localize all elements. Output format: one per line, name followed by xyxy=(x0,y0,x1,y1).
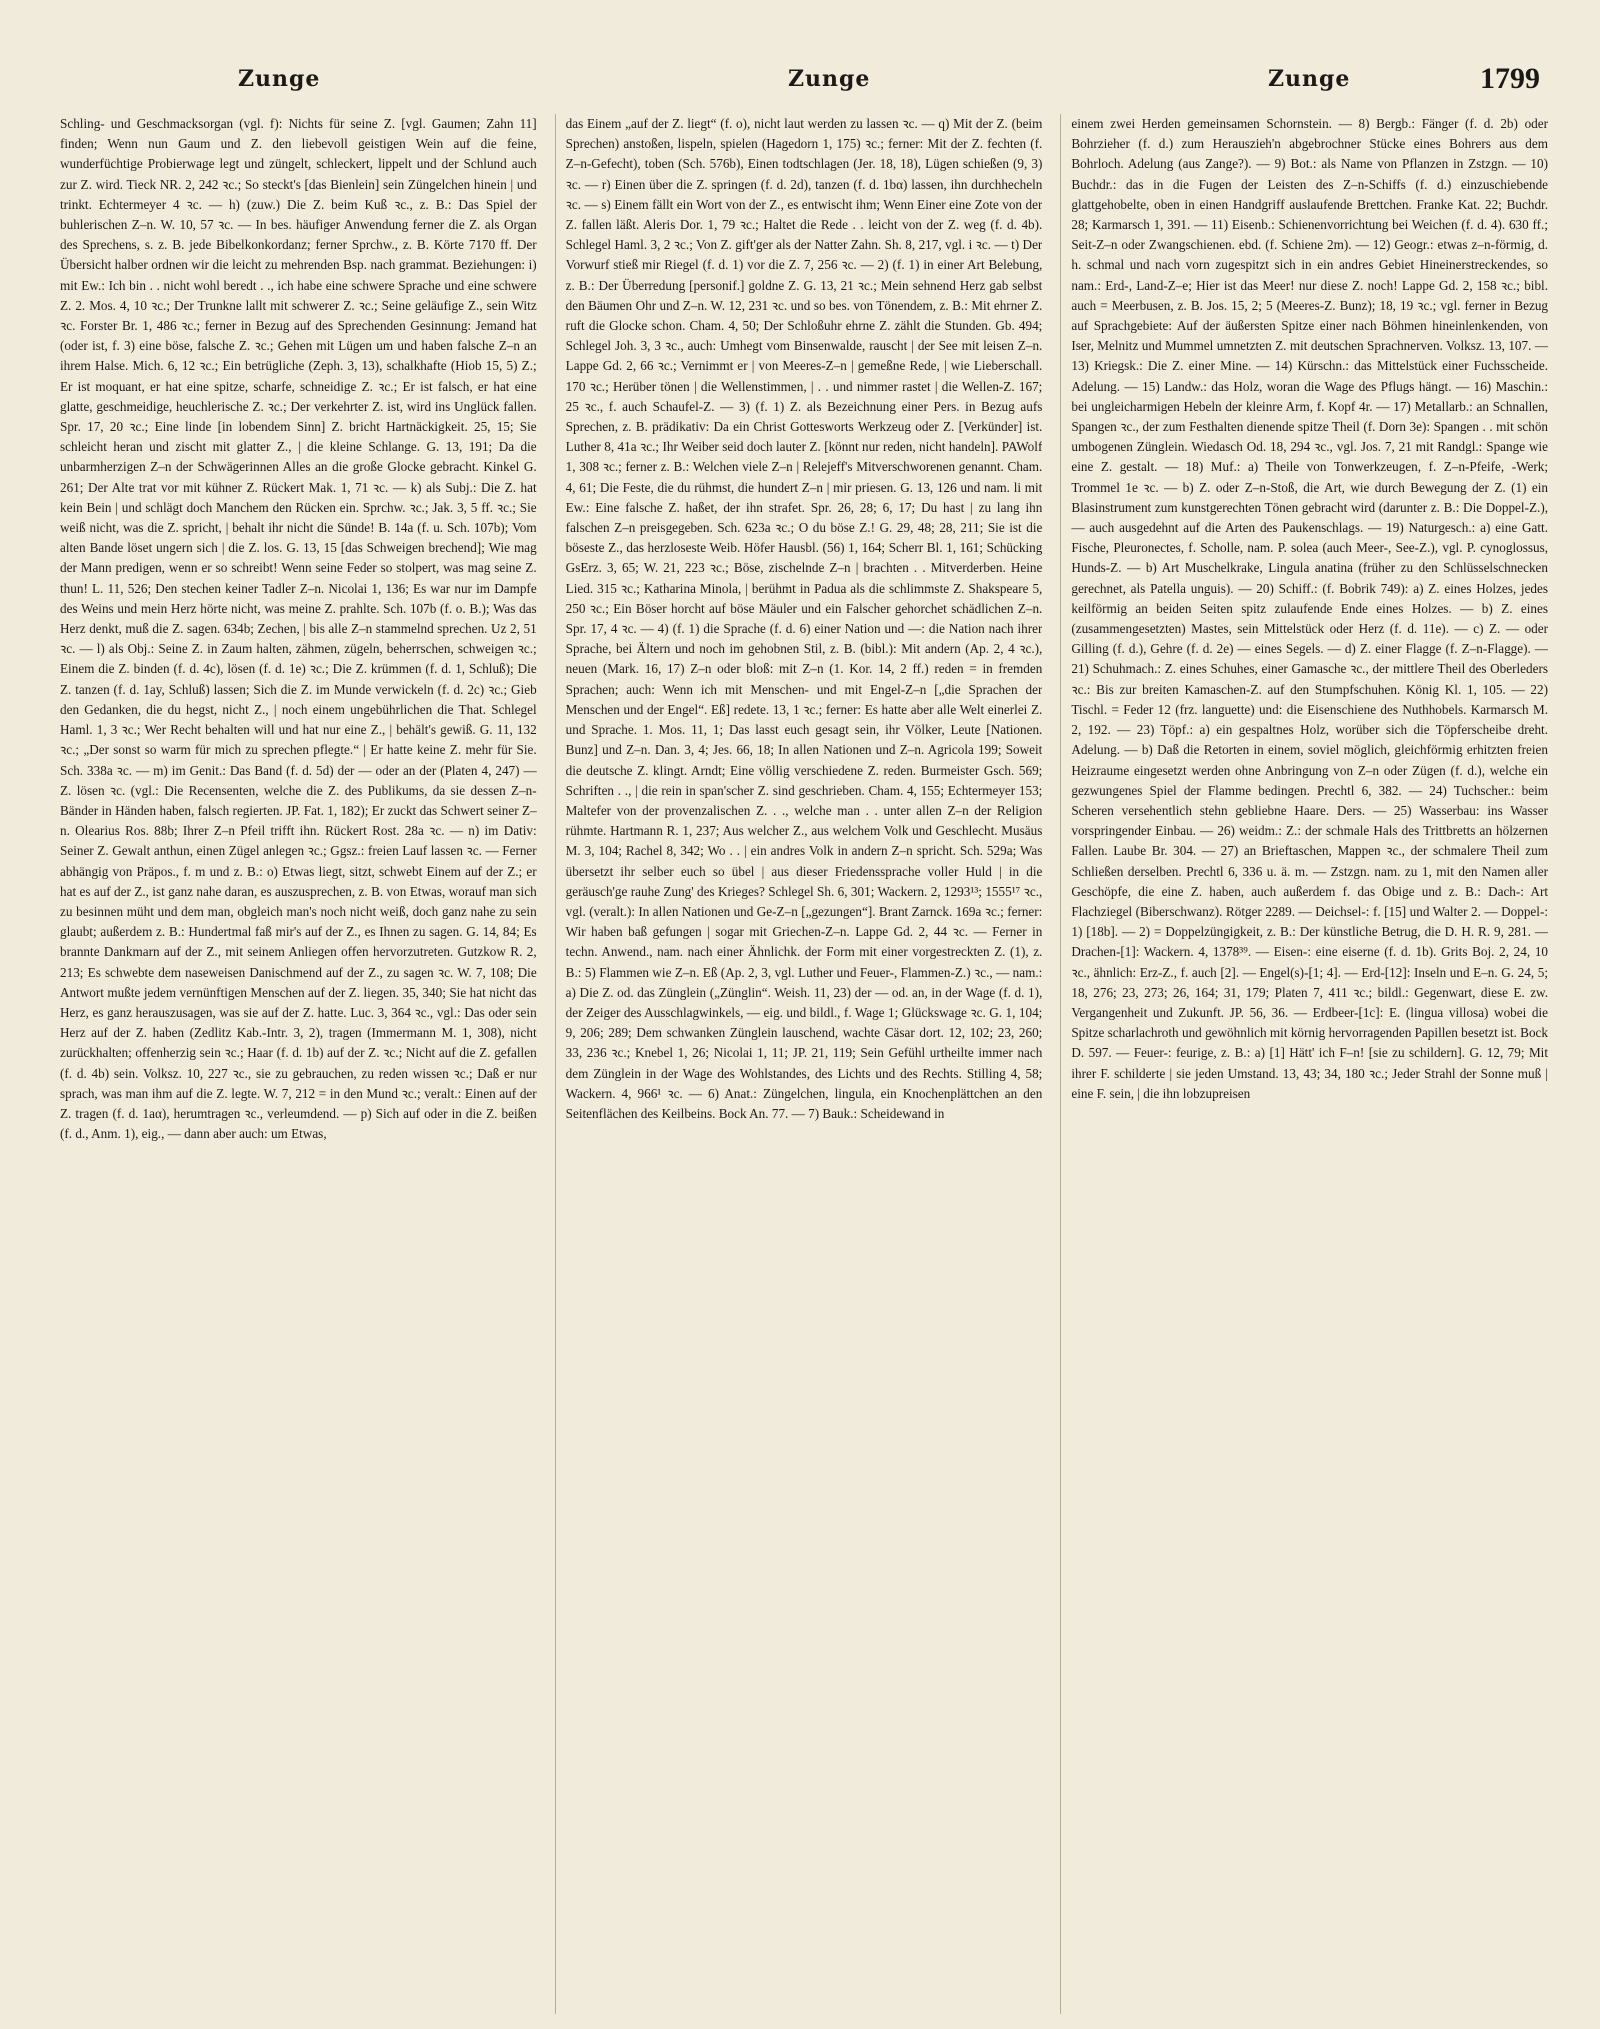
column-right: einem zwei Herden gemeinsamen Schornstein. — 8) Bergb.: Fänger (f. d. 2b) oder Bohrzieher (f. d.) zum Herauszieh'n abgebrochner Stücke eines Bohrers aus dem Bohrloch. Adelung (aus Zange?). — 9) Bot.: als Name von Pflanzen in Zstzgn. — 10) Buchdr.: das in die Fugen der Leisten des Z–n-Schiffs (f. d.) einzuschiebende glattgehobelte, oben in einen Handgriff auslaufende Brettchen. Franke Kat. 22; Buchdr. 28; Karmarsch 1, 391. — 11) Eisenb.: Schienenvorrichtung bei Weichen (f. d. 4). 630 ff.; Seit-Z–n oder Zwangschienen. ebd. (f. Schiene 2m). — 12) Geogr.: etwas z–n-förmig, d. h. schmal und nach vorn zugespitzt sich in ein andres Gebiet Hineinerstreckendes, so nam.: Erd-, Land-Z–e; Hier ist das Meer! nur diese Z. noch! Lappe Gd. 2, 158 ꝛc.; bibl. auch = Meerbusen, z. B. Jos. 15, 2; 5 (Meeres-Z. Bunz); 18, 19 ꝛc.; vgl. ferner in Bezug auf Sprachgebiete: Auf der äußersten Spitze einer nach Böhmen hineinlenkenden, von Iser, Melnitz und Mummel umnetzten Z. mit deutschen Sprachnerven. Volksz. 13, 107. — 13) Kriegsk.: Die Z. einer Mine. — 14) Kürschn.: das Mittelstück einer Fuchsscheide. Adelung. — 15) Landw.: das Holz, woran die Wage des Pflugs hängt. — 16) Maschin.: bei ungleicharmigen Hebeln der kleinre Arm, f. Kopf 4r. — 17) Metallarb.: an Schnallen, Spangen ꝛc., der zum Festhalten dienende spitze Theil (f. Dorn 3e): Spangen . . mit schön umbogenen Zünglein. Wiedasch Od. 18, 294 ꝛc., vgl. Jos. 7, 21 mit Randgl.: Spange wie eine Z. gestalt. — 18) Muf.: a) Theile von Tonwerkzeugen, f. Z–n-Pfeife, -Werk; Trommel 1e ꝛc. — b) Z. oder Z–n-Stoß, die Art, wie durch Bewegung der Z. (1) ein Blasinstrument zum kunstgerechten Tönen gebracht wird (darunter z. B.: Die Doppel-Z.), — auch ausgedehnt auf die Arten des Paukenschlags. — 19) Naturgesch.: a) eine Gatt. Fische, Pleuronectes, f. Scholle, nam. P. solea (auch Meer-, See-Z.), vgl. P. cynoglossus, Hunds-Z. — b) Art Muschelkrake, Lingula anatina (früher zu den Schlüsselschnecken gerechnet, als Patella unguis). — 20) Schiff.: (f. Bobrik 749): a) Z. eines Holzes, jedes keilförmig an beiden Seiten spitz zulaufende Ende eines Holzes. — b) Z. eines (zusammengesetzten) Mastes, sein Mittelstück oder Herz (f. d. 11e). — c) Z. — oder Gilling (f. d.), Gehre (f. d. 2e) — eines Segels. — d) Z. einer Flagge (f. Z–n-Flagge). — 21) Schuhmach.: Z. eines Schuhes, einer Gamasche ꝛc., der mittlere Theil des Oberleders ꝛc.: Bis zur breiten Kamaschen-Z. auf den Stumpfschuhen. König Kl. 1, 105. — 22) Tischl. = Feder 12 (frz. languette) und: die Eisenschiene des Nuthhobels. Karmarsch M. 2, 192. — 23) Töpf.: a) ein gespaltnes Holz, worüber sich die Töpferscheibe dreht. Adelung. — b) Daß die Retorten in einem, soviel möglich, gleichförmig erhitzten freien Heizraume eingesetzt werden ohne Anbringung von Z–n oder Zügen (f. d.), welche ein gezwungenes Spiel der Flamme bedingen. Prechtl 6, 382. — 24) Tuchscher.: beim Scheren versehentlich stehn gebliebne Haare. Ders. — 25) Wasserbau: ins Wasser vorspringender Einbau. — 26) weidm.: Z.: der schmale Hals des Trittbretts an hölzernen Fallen. Laube Br. 304. — 27) an Brieftaschen, Mappen ꝛc., der schmalere Theil zum Schließen derselben. Prechtl 6, 336 u. ä. m. — Zstzgn. nam. zu 1, mit den Namen aller Geschöpfe, die eine Z. haben, auch außerdem f. das Obige und z. B.: Dach-: Art Flachziegel (Biberschwanz). Rötger 2289. — Deichsel-: f. [15] und Walter 2. — Doppel-: 1) [18b]. — 2) = Doppelzüngigkeit, z. B.: Der künstliche Betrug, die D. H. R. 9, 281. — Drachen-[1]: Wackern. 4, 1378³⁹. — Eisen-: eine eiserne (f. d. 1b). Grits Boj. 2, 24, 10 ꝛc., ähnlich: Erz-Z., f. auch [2]. — Engel(s)-[1; 4]. — Erd-[12]: Inseln und E–n. G. 24, 5; 18, 276; 23, 273; 26, 164; 31, 179; Platen 7, 411 ꝛc.; bildl.: Gegenwart, diese E. zw. Vergangenheit und Zukunft. JP. 56, 36. — Erdbeer-[1c]: E. (lingua villosa) wobei die Spitze scharlachroth und gewöhnlich mit körnig hervorragenden Papillen besetzt ist. Bock D. 597. — Feuer-: feurige, z. B.: a) [1] Hätt' ich F–n! [sie zu schildern]. G. 12, 79; Mit ihrer F. schilderte | sie jeden Umstand. 13, 43; 34, 180 ꝛc.; Jeder Strahl der Sonne muß | eine F. sein, | die ihn lobzupreisen xyxy=(1060,114,1548,2014)
header-left-keyword: Zunge xyxy=(238,66,321,92)
header-center-keyword: Zunge xyxy=(788,66,871,92)
header-right-keyword: Zunge xyxy=(1268,66,1351,92)
text-columns xyxy=(60,114,1548,2014)
column-left: Schling- und Geschmacksorgan (vgl. f): Nichts für seine Z. [vgl. Gaumen; Zahn 11] finden; Wenn nun Gaum und Z. den liebevoll geistigen Wein auf die feine, wunderfüchtige Probierwage legt und züngelt, schleckert, lippelt und der Schlund auch zur Z. wird. Tieck NR. 2, 242 ꝛc.; So steckt's [das Bienlein] sein Züngelchen hinein | und trinkt. Echtermeyer 4 ꝛc. — h) (zuw.) Die Z. beim Kuß ꝛc., z. B.: Das Spiel der buhlerischen Z–n. W. 10, 57 ꝛc. — In bes. häufiger Anwendung ferner die Z. als Organ des Sprechens, s. z. B. jede Bibelkonkordanz; ferner Sprchw., z. B. Körte 7170 ff. Der Übersicht halber ordnen wir die leicht zu mehrenden Bsp. nach grammat. Beziehungen: i) mit Ew.: Ich bin . . nicht wohl beredt . ., ich habe eine schwere Sprache und eine schwere Z. 2. Mos. 4, 10 ꝛc.; Der Trunkne lallt mit schwerer Z. ꝛc.; Seine geläufige Z., sein Witz ꝛc. Forster Br. 1, 486 ꝛc.; ferner in Bezug auf des Sprechenden Gesinnung: Jemand hat (oder ist, f. 3) eine böse, falsche Z. ꝛc.; Gehen mit Lügen um und haben falsche Z–n an ihrem Halse. Mich. 6, 12 ꝛc.; Ein betrügliche (Zeph. 3, 13), schalkhafte (Hiob 15, 5) Z.; Er ist moquant, er hat eine spitze, scharfe, schneidige Z. ꝛc.; Er ist falsch, er hat eine glatte, geschmeidige, heuchlerische Z. ꝛc.; Der verkehrter Z. ist, wird ins Unglück fallen. Spr. 17, 20 ꝛc.; Eine linde [in lobendem Sinn] Z. bricht Hartnäckigkeit. 25, 15; Sie schleicht heran und zischt mit glatter Z., | die kleine Schlange. G. 13, 191; Da die unbarmherzigen Z–n der Schwägerinnen Alles an die große Glocke gebracht. Kinkel G. 261; Der Alte trat vor mit kühner Z. Rückert Mak. 1, 71 ꝛc. — k) als Subj.: Die Z. hat kein Bein | und schlägt doch Manchem den Rücken ein. Sprchw. ꝛc.; Jak. 3, 5 ff. ꝛc.; Sie weiß nicht, was die Z. spricht, | behalt ihr nicht die Sünde! B. 14a (f. u. Sch. 107b); Vom alten Bande löset ungern sich | die Z. los. G. 13, 15 [das Schweigen brechend]; Wie mag der Mann predigen, wenn er so schreibt! Wenn seine Feder so stolpert, was mag seine Z. thun! L. 11, 526; Den stechen keiner Tadler Z–n. Nicolai 1, 136; Es war nur im Dampfe des Weins und mein Herz hörte nicht, was meine Z. prahlte. Sch. 107b (f. o. B.); Was das Herz denkt, muß die Z. sagen. 634b; Zechen, | bis alle Z–n stammelnd sprechen. Uz 2, 51 ꝛc. — l) als Obj.: Seine Z. in Zaum halten, zähmen, zügeln, beherrschen, schweigen ꝛc.; Einem die Z. binden (f. d. 4c), lösen (f. d. 1e) ꝛc.; Die Z. krümmen (f. d. 1, Schluß); Die Z. tanzen (f. d. 1ay, Schluß) lassen; Sich die Z. im Munde verwickeln (f. d. 2c) ꝛc.; Gieb den Gedanken, die du hegst, nicht Z., | noch einem ungebührlichen die That. Schlegel Haml. 1, 3 ꝛc.; Wer Recht behalten will und hat nur eine Z., | behält's gewiß. G. 11, 132 ꝛc.; „Der sonst so warm für mich zu sprechen pflegte.“ | Er hatte keine Z. mehr für Sie. Sch. 338a ꝛc. — m) im Genit.: Das Band (f. d. 5d) der — oder an der (Platen 4, 247) — Z. lösen ꝛc. (vgl.: Die Recensenten, welche die Z. des Publikums, da sie dessen Z–n-Bänder in Händen haben, falsch regierten. JP. Fat. 1, 182); Er zuckt das Schwert seiner Z–n. Olearius Ros. 88b; Ihrer Z–n Pfeil trifft ihn. Rückert Rost. 28a ꝛc. — n) im Dativ: Seiner Z. Gewalt anthun, einen Zügel anlegen ꝛc.; Ggsz.: freien Lauf lassen ꝛc. — Ferner abhängig von Präpos., f. m und z. B.: o) Etwas liegt, sitzt, schwebt Einem auf der Z.; er hat es auf der Z., ist ganz nahe daran, es auszusprechen, z. B. von Etwas, worauf man sich zu besinnen müht und dem man, obgleich man's noch nicht weiß, doch ganz nahe zu sein glaubt; außerdem z. B.: Hundertmal faß mir's auf der Z., es Ihnen zu sagen. G. 14, 84; Es brannte Dankmarn auf der Z., mit seinem Anliegen offen hervorzutreten. Gutzkow R. 2, 213; Es schwebte dem naseweisen Danischmend auf der Z., zu sagen ꝛc. W. 7, 108; Die Antwort mußte jedem vernünftigen Menschen auf der Z. liegen. 35, 340; Sie hat nicht das Herz, es ganz herauszusagen, was sie auf der Z. hatte. Luc. 3, 364 ꝛc., vgl.: Das oder sein Herz auf der Z. haben (Zedlitz Kab.-Intr. 3, 2), tragen (Immermann M. 1, 308), nicht zurückhalten; offenherzig sein ꝛc.; Haar (f. d. 1b) auf der Z. ꝛc.; Nicht auf die Z. gefallen (f. d. 4b) sein. Volksz. 10, 227 ꝛc., sie zu gebrauchen, zu reden wissen ꝛc.; Daß er nur sprach, was man ihm auf die Z. legte. W. 7, 212 = in den Mund ꝛc.; veralt.: Einen auf der Z. tragen (f. d. 1aα), herumtragen ꝛc., verleumdend. — p) Sich auf oder in die Z. beißen (f. d., Anm. 1), eig., — dann aber auch: um Etwas, xyxy=(60,116,537,1142)
page-number: 1799 xyxy=(1480,62,1540,95)
running-header xyxy=(60,58,1548,114)
column-middle: das Einem „auf der Z. liegt“ (f. o), nicht laut werden zu lassen ꝛc. — q) Mit der Z. (beim Sprechen) anstoßen, lispeln, spielen (Hagedorn 1, 175) ꝛc.; ferner: Mit der Z. fechten (f. Z–n-Gefecht), toben (Sch. 576b), Einen todtschlagen (Jer. 18, 18), Lügen schießen (9, 3) ꝛc. — r) Einen über die Z. springen (f. d. 2d), tanzen (f. d. 1bα) lassen, ihn durchhecheln ꝛc. — s) Einem fällt ein Wort von der Z., es entwischt ihm; Wenn Einer eine Zote von der Z. fallen läßt. Aleris Dor. 1, 79 ꝛc.; Haltet die Rede . . leicht von der Z. weg (f. d. 4b). Schlegel Haml. 3, 2 ꝛc.; Von Z. gift'ger als der Natter Zahn. Sh. 8, 217, vgl. i ꝛc. — t) Der Vorwurf stieß mir Riegel (f. d. 1) vor die Z. 7, 256 ꝛc. — 2) (f. 1) in einer Art Belebung, z. B.: Der Überredung [personif.] goldne Z. G. 13, 21 ꝛc.; Mein sehnend Herz gab selbst den Bäumen Ohr und Z–n. W. 12, 231 ꝛc. und so bes. von Tönendem, z. B.: Mit ehrner Z. ruft die Glocke schon. Cham. 4, 50; Der Schloßuhr ehrne Z. zählt die Stunden. Gb. 494; Schlegel Joh. 3, 3 ꝛc., auch: Umhegt vom Binsenwalde, rauscht | der See mit leisen Z–n. Lappe Gd. 2, 66 ꝛc.; Vernimmt er | von Meeres-Z–n | gemeßne Rede, | wie Lieberschall. 170 ꝛc.; Herüber tönen | die Wellenstimmen, | . . und nimmer rastet | die Wellen-Z. 167; 25 ꝛc., f. auch Schaufel-Z. — 3) (f. 1) Z. als Bezeichnung einer Pers. in Bezug aufs Sprechen, z. B. prädikativ: Da ein Christ Gottesworts Werkzeug oder Z. [Verkünder] ist. Luther 8, 41a ꝛc.; Ihr Weiber seid doch lauter Z. [könnt nur reden, nicht handeln]. PAWolf 1, 308 ꝛc.; ferner z. B.: Welchen viele Z–n | Relejeff's Mitverschworenen genannt. Cham. 4, 61; Die Feste, die du rühmst, die hundert Z–n | mir priesen. G. 13, 126 und nam. li mit Ew.: Eine falsche Z. haßet, der ihn strafet. Spr. 26, 28; 6, 17; Du hast | zu lang ihn falschen Z–n preisgegeben. Sch. 623a ꝛc.; O du böse Z.! G. 29, 48; 28, 211; Sie ist die böseste Z., das herzloseste Weib. Höfer Hausbl. (56) 1, 164; Scherr Bl. 1, 161; Schücking GsErz. 3, 65; W. 21, 223 ꝛc.; Böse, zischelnde Z–n | brachten . . Mitverderben. Heine Lied. 315 ꝛc.; Katharina Minola, | berühmt in Padua als die schlimmste Z. Shakspeare 5, 250 ꝛc.; Ein Böser horcht auf böse Mäuler und ein Falscher gehorchet schädlichen Z–n. Spr. 17, 4 ꝛc. — 4) (f. 1) die Sprache (f. d. 6) einer Nation und —: die Nation nach ihrer Sprache, bei Ältern und noch im gehobnen Stil, z. B. (bibl.): Mit andern (Ap. 2, 4 ꝛc.), neuen (Mark. 16, 17) Z–n oder bloß: mit Z–n (1. Kor. 14, 2 ff.) reden = in fremden Sprachen; auch: Wenn ich mit Menschen- und mit Engel-Z–n [„die Sprachen der Menschen und der Engel“. Eß] redete. 13, 1 ꝛc.; ferner: Es hatte aber alle Welt einerlei Z. und Sprache. 1. Mos. 11, 1; Das lasst euch gesagt sein, ihr Völker, Leute [Nationen. Bunz] und Z–n. Dan. 3, 4; Jes. 66, 18; In allen Nationen und Z–n. Agricola 199; Soweit die deutsche Z. klingt. Arndt; Eine völlig verschiedene Z. reden. Burmeister Gsch. 569; Schriften . ., | die rein in span'scher Z. sind geschrieben. Cham. 4, 155; Echtermeyer 153; Maltefer von der provenzalischen Z. . ., welche man . . unter allen Z–n der Religion rühmte. Hartmann R. 1, 237; Aus welcher Z., aus welchem Volk und Geschlecht. Musäus M. 3, 104; Rachel 8, 342; Wo . . | ein andres Volk in andern Z–n spricht. Sch. 529a; Was übersetzt ihr selber euch so übel | aus dieser Friedenssprache voller Huld | in die geräusch'ge rauhe Zung' des Krieges? Schlegel Sh. 6, 301; Wackern. 2, 1293¹³; 1555¹⁷ ꝛc., vgl. (veralt.): In allen Nationen und Ge-Z–n [„gezungen“]. Brant Zarnck. 169a ꝛc.; ferner: Wir haben baß gefungen | sogar mit Griechen-Z–n. Lappe Gd. 2, 44 ꝛc. — Ferner in techn. Anwend., nam. nach einer Ähnlichk. der Form mit einer vorgestreckten Z. (1), z. B.: 5) Flammen wie Z–n. Eß (Ap. 2, 3, vgl. Luther und Feuer-, Flammen-Z.) ꝛc., — nam.: a) Die Z. od. das Zünglein („Zünglin“. Weish. 11, 23) der — od. an, in der Wage (f. d. 1), der Zeiger des Ausschlagwinkels, — eig. und bildl., f. Wage 1; Glückswage ꝛc. G. 1, 104; 9, 206; 289; Dem schwanken Zünglein lauschend, wachte Cäsar dort. 12, 102; 23, 260; 33, 236 ꝛc.; Knebel 1, 26; Nicolai 1, 11; JP. 21, 119; Sein Gefühl urtheilte immer nach dem Zünglein in der Wage des Wohlstandes, des Lichts und des Rechts. Stilling 4, 58; Wackern. 4, 966¹ ꝛc. — 6) Anat.: Züngelchen, lingula, ein Knochenplättchen an den Seitenflächen des Keilbeins. Bock An. 77. — 7) Bauk.: Scheidewand in xyxy=(555,114,1043,2014)
